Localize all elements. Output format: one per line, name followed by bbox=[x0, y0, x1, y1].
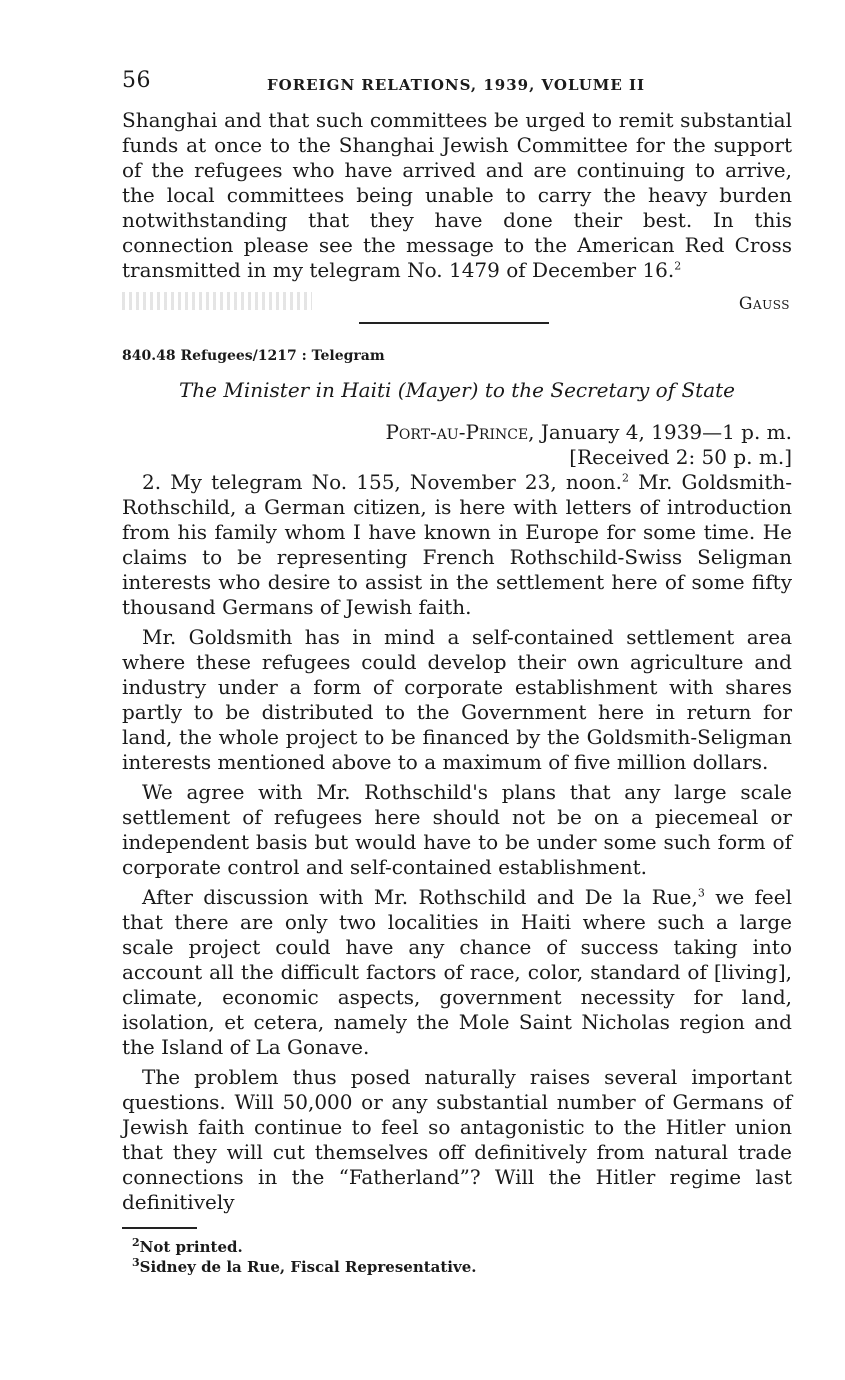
footnote-reference: 2 bbox=[674, 259, 682, 273]
running-head bbox=[122, 60, 792, 100]
page-number: 56 bbox=[122, 68, 151, 93]
footnote-mark: 2 bbox=[132, 1235, 140, 1249]
paragraph-text: 2. My telegram No. 155, November 23, noon. bbox=[142, 470, 623, 494]
footnote-text: Not printed. bbox=[139, 1237, 243, 1256]
footnote-reference: 3 bbox=[697, 886, 705, 900]
footnote bbox=[132, 1257, 792, 1277]
paragraph-text: Mr. Goldsmith has in mind a self-contained settlement area where these refugees could develop their own agriculture and industry under a form of corporate establishment with shares partly to be distributed to the Government here in return for land, the whole project to be financed by the Goldsmith-Seligman interests mentioned above to a maximum of five million dollars. bbox=[122, 625, 792, 774]
paragraph-text: After discussion with Mr. Rothschild and De la Rue, bbox=[142, 885, 698, 909]
body-paragraph bbox=[122, 470, 792, 620]
footnote-reference: 2 bbox=[622, 471, 630, 485]
dateline-date: , January 4, 1939—1 p. m. bbox=[528, 420, 792, 444]
paragraph-text-continued: Mr. Goldsmith-Rothschild, a German citizen, is here with letters of introduction from his family whom I have known in Europe for some time. He claims to be representing French Rothschild-Swiss Seligman interests who desire to assist in the settlement here of some fifty thousand Germans of Jewish faith. bbox=[122, 470, 792, 619]
paragraph-text: The problem thus posed naturally raises several important questions. Will 50,000 or any substantial number of Germans of Jewish faith continue to feel so antagonistic to the Hitler union that they will cut themselves off definitively from natural trade connections in the “Fatherland”? Will the Hitler regime last definitively bbox=[122, 1065, 792, 1214]
signature-row bbox=[122, 288, 792, 322]
footnote bbox=[132, 1237, 792, 1257]
section-divider bbox=[359, 322, 549, 324]
footnote-text: Sidney de la Rue, Fiscal Representative. bbox=[139, 1257, 477, 1276]
paragraph-text: We agree with Mr. Rothschild's plans that any large scale settlement of refugees here should not be on a piecemeal or independent basis but would have to be under some such form of corporate control and self-contained establishment. bbox=[122, 780, 792, 879]
continuation-text: Shanghai and that such committees be urged to remit substantial funds at once to the Shanghai Jewish Committee for the support of the refugees who have arrived and are continuing to arrive, the local committees being unable to carry the heavy burden notwithstanding that they have done their best. In this connection please see the message to the American Red Cross transmitted in my telegram No. 1479 of December 16. bbox=[122, 108, 792, 282]
body-paragraph bbox=[122, 625, 792, 775]
paragraph-text-continued: we feel that there are only two localities in Haiti where such a large scale project could have any chance of success taking into account all the difficult factors of race, color, standard of [living], climate, economic aspects, government necessity for land, isolation, et cetera, namely the Mole Saint Nicholas region and the Island of La Gonave. bbox=[122, 885, 792, 1059]
continuation-paragraph bbox=[122, 108, 792, 283]
body-paragraph bbox=[122, 780, 792, 880]
footnote-mark: 3 bbox=[132, 1255, 140, 1269]
signature: Gauss bbox=[738, 294, 790, 314]
body-paragraph bbox=[122, 1065, 792, 1215]
document-title: The Minister in Haiti (Mayer) to the Secretary of State bbox=[178, 378, 736, 402]
body-paragraph bbox=[122, 885, 792, 1060]
faded-stamp-mark bbox=[122, 292, 312, 310]
dateline bbox=[122, 420, 792, 445]
file-reference: 840.48 Refugees/1217 : Telegram bbox=[122, 348, 385, 364]
running-title: FOREIGN RELATIONS, 1939, VOLUME II bbox=[267, 76, 646, 94]
received-line: [Received 2: 50 p. m.] bbox=[569, 445, 792, 469]
document-body bbox=[122, 470, 792, 1215]
footnote-divider bbox=[122, 1227, 197, 1229]
page bbox=[122, 60, 792, 1277]
footnotes bbox=[132, 1237, 792, 1277]
dateline-place: Port-au-Prince bbox=[385, 420, 529, 444]
